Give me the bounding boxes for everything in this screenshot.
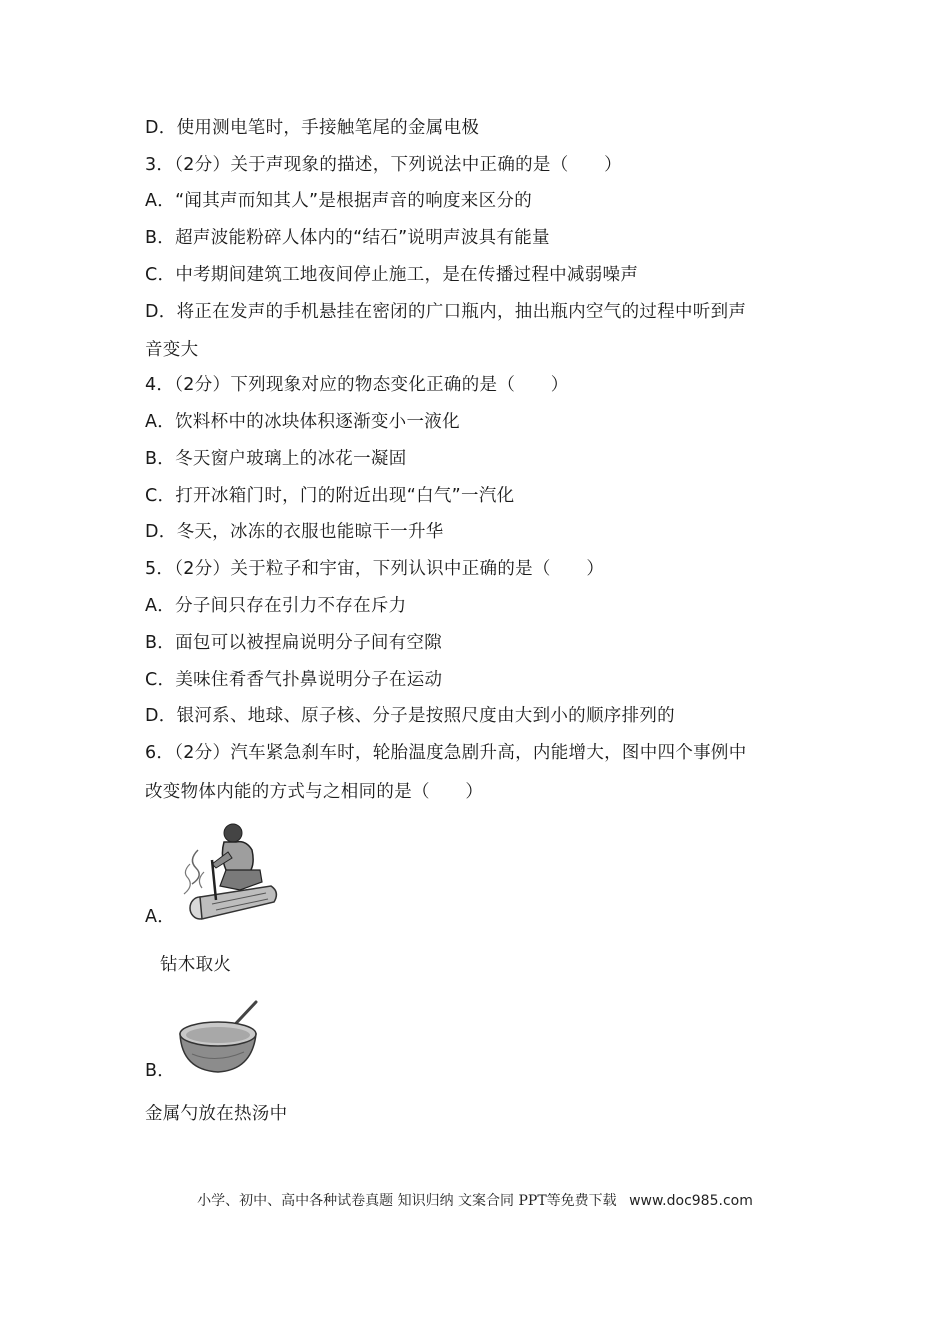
wood-drilling-image <box>176 820 284 926</box>
soup-bowl-image <box>176 998 260 1078</box>
question-5-stem: 5．（2分）关于粒子和宇宙，下列认识中正确的是（ ） <box>145 559 605 579</box>
option-b-caption: 金属勺放在热汤中 <box>145 1104 288 1124</box>
text-line: C．打开冰箱门时，门的附近出现“白气”一汽化 <box>145 486 515 506</box>
question-3-stem: 3．（2分）关于声现象的描述，下列说法中正确的是（ ） <box>145 155 622 175</box>
text-line: D．使用测电笔时，手接触笔尾的金属电极 <box>145 118 480 138</box>
text-line: D．银河系、地球、原子核、分子是按照尺度由大到小的顺序排列的 <box>145 706 675 726</box>
text-line: D．冬天，冰冻的衣服也能晾干一升华 <box>145 522 444 542</box>
text-line: 改变物体内能的方式与之相同的是（ ） <box>145 782 484 802</box>
option-a-caption: 钻木取火 <box>160 955 232 975</box>
text-line: A．“闻其声而知其人”是根据声音的响度来区分的 <box>145 191 533 211</box>
text-line: D．将正在发声的手机悬挂在密闭的广口瓶内，抽出瓶内空气的过程中听到声 <box>145 302 747 322</box>
text-line: C．美味住肴香气扑鼻说明分子在运动 <box>145 670 443 690</box>
text-line: C．中考期间建筑工地夜间停止施工，是在传播过程中减弱噪声 <box>145 265 639 285</box>
footer-url[interactable]: www.doc985.com <box>629 1193 753 1209</box>
question-4-stem: 4．（2分）下列现象对应的物态变化正确的是（ ） <box>145 375 569 395</box>
text-line: 音变大 <box>145 340 199 360</box>
option-a-label: A． <box>145 907 176 927</box>
option-b-label: B． <box>145 1061 176 1081</box>
page-footer <box>0 1190 950 1210</box>
text-line: B．超声波能粉碎人体内的“结石”说明声波具有能量 <box>145 228 550 248</box>
text-line: A．分子间只存在引力不存在斥力 <box>145 596 407 616</box>
text-line: B．面包可以被捏扁说明分子间有空隙 <box>145 633 443 653</box>
question-6-stem: 6．（2分）汽车紧急刹车时，轮胎温度急剧升高，内能增大，图中四个事例中 <box>145 743 747 763</box>
footer-text: 小学、初中、高中各种试卷真题 知识归纳 文案合同 PPT等免费下载 <box>197 1193 617 1209</box>
text-line: A．饮料杯中的冰块体积逐渐变小一液化 <box>145 412 460 432</box>
text-line: B．冬天窗户玻璃上的冰花一凝固 <box>145 449 407 469</box>
